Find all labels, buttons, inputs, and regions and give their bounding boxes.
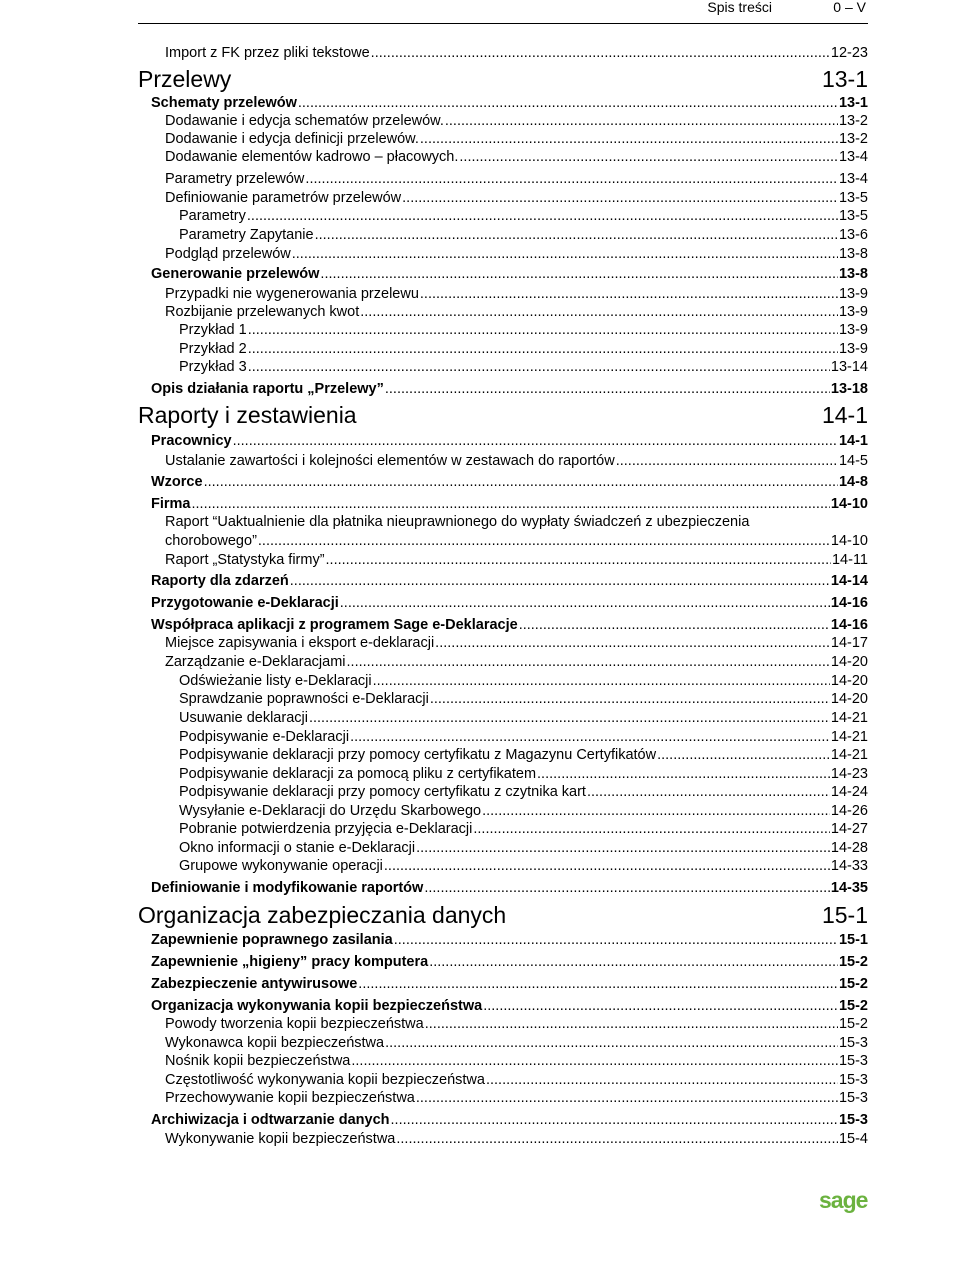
toc-entry-title: Zarządzanie e-Deklaracjami xyxy=(165,654,346,670)
header-title: Spis treści xyxy=(707,0,772,15)
toc-entry[interactable] xyxy=(179,766,868,782)
toc-entry-title: Przechowywanie kopii bezpieczeństwa xyxy=(165,1090,415,1106)
toc-entry-page: 15-2 xyxy=(838,998,868,1014)
toc-entry[interactable] xyxy=(165,1035,868,1051)
toc-entry-page: 14-24 xyxy=(830,784,868,800)
toc-entry[interactable] xyxy=(179,227,868,243)
toc-leader-dots xyxy=(396,1131,838,1147)
toc-entry-page: 13-5 xyxy=(838,208,868,224)
toc-entry-page: 15-3 xyxy=(838,1035,868,1051)
toc-leader-dots xyxy=(358,976,838,992)
toc-entry-title: Współpraca aplikacji z programem Sage e-Deklaracje xyxy=(151,617,518,633)
toc-entry-page: 13-8 xyxy=(838,266,868,282)
toc-entry-page: 14-28 xyxy=(830,840,868,856)
toc-entry-page: 14-1 xyxy=(821,401,868,428)
toc-leader-dots xyxy=(373,673,830,689)
toc-entry-title: Pobranie potwierdzenia przyjęcia e-Deklaracji xyxy=(179,821,473,837)
toc-leader-dots xyxy=(416,1090,838,1106)
toc-entry[interactable] xyxy=(151,954,868,970)
toc-entry-title: Raporty i zestawienia xyxy=(138,401,357,428)
toc-leader-dots xyxy=(459,149,838,165)
toc-leader-dots xyxy=(204,474,838,490)
toc-entry[interactable] xyxy=(179,840,868,856)
toc-entry[interactable] xyxy=(151,573,868,589)
toc-leader-dots xyxy=(371,45,830,61)
svg-text:sage: sage xyxy=(819,1188,868,1213)
toc-entry-title: Usuwanie deklaracji xyxy=(179,710,308,726)
toc-entry[interactable] xyxy=(179,359,868,375)
toc-entry[interactable] xyxy=(165,453,868,469)
toc-leader-dots xyxy=(305,171,838,187)
toc-entry[interactable] xyxy=(151,976,868,992)
toc-entry-page: 13-2 xyxy=(838,131,868,147)
toc-entry-page: 14-35 xyxy=(830,880,868,896)
toc-entry-title: Definiowanie i modyfikowanie raportów xyxy=(151,880,424,896)
toc-entry-page: 13-2 xyxy=(838,113,868,129)
toc-entry-title: Odświeżanie listy e-Deklaracji xyxy=(179,673,372,689)
toc-entry-title: chorobowego” xyxy=(165,533,257,549)
toc-entry-page: 14-14 xyxy=(830,573,868,589)
toc-leader-dots xyxy=(385,381,830,397)
toc-entry[interactable] xyxy=(165,304,868,320)
toc-leader-dots xyxy=(360,304,838,320)
toc-leader-dots xyxy=(616,453,838,469)
toc-entry-title: Powody tworzenia kopii bezpieczeństwa xyxy=(165,1016,424,1032)
toc-entry[interactable] xyxy=(151,474,868,490)
toc-entry-title: Generowanie przelewów xyxy=(151,266,320,282)
toc-entry-title: Zapewnienie poprawnego zasilania xyxy=(151,932,393,948)
toc-leader-dots xyxy=(347,654,830,670)
toc-entry-page: 14-5 xyxy=(838,453,868,469)
sage-logo xyxy=(818,1188,870,1216)
toc-entry-page: 13-9 xyxy=(838,286,868,302)
toc-entry-page: 14-33 xyxy=(830,858,868,874)
toc-entry-title: Schematy przelewów xyxy=(151,95,297,111)
toc-leader-dots xyxy=(537,766,830,782)
toc-entry[interactable] xyxy=(165,149,868,165)
toc-entry-page: 15-3 xyxy=(838,1072,868,1088)
toc-entry[interactable] xyxy=(151,1112,868,1128)
toc-entry[interactable] xyxy=(165,246,868,262)
toc-entry-page: 13-4 xyxy=(838,149,868,165)
toc-entry-title: Wzorce xyxy=(151,474,203,490)
toc-entry-page: 15-1 xyxy=(838,932,868,948)
toc-leader-dots xyxy=(435,635,830,651)
toc-leader-dots xyxy=(445,113,838,129)
toc-entry-title: Firma xyxy=(151,496,191,512)
toc-entry-title: Zapewnienie „higieny” pracy komputera xyxy=(151,954,429,970)
toc-entry[interactable] xyxy=(151,433,868,449)
toc-entry-page: 14-20 xyxy=(830,673,868,689)
toc-entry-title: Wysyłanie e-Deklaracji do Urzędu Skarbowego xyxy=(179,803,482,819)
toc-entry-title: Dodawanie elementów kadrowo – płacowych. xyxy=(165,149,459,165)
toc-entry[interactable] xyxy=(179,729,868,745)
toc-leader-dots xyxy=(483,998,838,1014)
toc-entry-title: Import z FK przez pliki tekstowe xyxy=(165,45,370,61)
toc-entry-title: Parametry xyxy=(179,208,246,224)
toc-entry-title: Przykład 2 xyxy=(179,341,247,357)
toc-entry[interactable] xyxy=(165,1053,868,1069)
toc-entry[interactable] xyxy=(165,1131,868,1147)
toc-entry[interactable] xyxy=(151,496,868,512)
toc-entry[interactable] xyxy=(179,784,868,800)
toc-leader-dots xyxy=(486,1072,838,1088)
toc-leader-dots xyxy=(351,1053,838,1069)
toc-entry-page: 14-17 xyxy=(830,635,868,651)
toc-entry-page: 14-23 xyxy=(830,766,868,782)
toc-entry-title: Podpisywanie deklaracji przy pomocy certyfikatu z Magazynu Certyfikatów xyxy=(179,747,657,763)
toc-entry-page: 14-16 xyxy=(830,595,868,611)
toc-entry[interactable] xyxy=(179,747,868,763)
toc-entry[interactable] xyxy=(179,208,868,224)
toc-entry-title: Przypadki nie wygenerowania przelewu xyxy=(165,286,419,302)
toc-entry[interactable] xyxy=(165,654,868,670)
toc-entry-page: 13-9 xyxy=(838,322,868,338)
toc-leader-dots xyxy=(473,821,830,837)
toc-leader-dots xyxy=(309,710,830,726)
toc-leader-dots xyxy=(258,533,830,549)
toc-entry[interactable] xyxy=(151,595,868,611)
toc-entry[interactable] xyxy=(165,514,868,530)
toc-leader-dots xyxy=(315,227,838,243)
toc-leader-dots xyxy=(326,552,831,568)
toc-entry-page: 13-9 xyxy=(838,341,868,357)
toc-leader-dots xyxy=(420,131,838,147)
toc-entry-title: Grupowe wykonywanie operacji xyxy=(179,858,383,874)
toc-entry-title: Okno informacji o stanie e-Deklaracji xyxy=(179,840,416,856)
toc-entry-page: 15-1 xyxy=(821,901,868,928)
toc-entry[interactable] xyxy=(165,131,868,147)
toc-entry-title: Dodawanie i edycja definicji przelewów. xyxy=(165,131,419,147)
toc-entry[interactable] xyxy=(165,286,868,302)
toc-leader-dots xyxy=(482,803,830,819)
toc-leader-dots xyxy=(192,496,830,512)
toc-entry-page: 14-26 xyxy=(830,803,868,819)
toc-entry-title: Pracownicy xyxy=(151,433,232,449)
toc-entry[interactable] xyxy=(165,113,868,129)
toc-entry[interactable] xyxy=(179,673,868,689)
toc-entry-title: Sprawdzanie poprawności e-Deklaracji xyxy=(179,691,429,707)
toc-leader-dots xyxy=(429,954,838,970)
toc-entry[interactable] xyxy=(165,45,868,61)
toc-entry[interactable] xyxy=(151,880,868,896)
toc-entry-page: 13-8 xyxy=(838,246,868,262)
toc-entry-page: 13-4 xyxy=(838,171,868,187)
toc-entry-page: 14-27 xyxy=(830,821,868,837)
toc-leader-dots xyxy=(292,246,838,262)
toc-leader-dots xyxy=(233,433,838,449)
toc-entry-title: Miejsce zapisywania i eksport e-deklaracji xyxy=(165,635,435,651)
toc-leader-dots xyxy=(350,729,830,745)
toc-leader-dots xyxy=(384,858,830,874)
header-page-number: 0 – V xyxy=(833,0,866,15)
toc-leader-dots xyxy=(394,932,838,948)
toc-entry[interactable] xyxy=(165,533,868,549)
toc-entry-title: Przygotowanie e-Deklaracji xyxy=(151,595,339,611)
toc-entry[interactable] xyxy=(179,691,868,707)
toc-entry-title: Podpisywanie deklaracji za pomocą pliku z certyfikatem xyxy=(179,766,537,782)
toc-entry-title: Archiwizacja i odtwarzanie danych xyxy=(151,1112,390,1128)
toc-leader-dots xyxy=(402,190,838,206)
toc-entry-title: Ustalanie zawartości i kolejności elementów w zestawach do raportów xyxy=(165,453,615,469)
toc-entry[interactable] xyxy=(179,821,868,837)
toc-leader-dots xyxy=(290,573,830,589)
toc-leader-dots xyxy=(320,266,838,282)
toc-entry[interactable] xyxy=(179,710,868,726)
toc-entry-page: 13-18 xyxy=(830,381,868,397)
toc-entry-page: 13-1 xyxy=(821,65,868,92)
toc-entry[interactable] xyxy=(151,932,868,948)
toc-entry-page: 14-20 xyxy=(830,691,868,707)
toc-entry-page: 14-1 xyxy=(838,433,868,449)
toc-entry-title: Podpisywanie e-Deklaracji xyxy=(179,729,350,745)
toc-leader-dots xyxy=(340,595,830,611)
toc-entry-title: Parametry przelewów xyxy=(165,171,305,187)
toc-entry-title: Wykonywanie kopii bezpieczeństwa xyxy=(165,1131,396,1147)
toc-entry-title: Rozbijanie przelewanych kwot xyxy=(165,304,360,320)
toc-entry-title: Organizacja zabezpieczania danych xyxy=(138,901,507,928)
toc-entry-title: Definiowanie parametrów przelewów xyxy=(165,190,402,206)
toc-chapter[interactable] xyxy=(138,66,868,93)
toc-entry-title: Podgląd przelewów xyxy=(165,246,291,262)
toc-entry-title: Raport „Statystyka firmy” xyxy=(165,552,325,568)
toc-entry-title: Przykład 3 xyxy=(179,359,247,375)
toc-entry[interactable] xyxy=(179,803,868,819)
toc-entry-title: Raporty dla zdarzeń xyxy=(151,573,289,589)
toc-entry-page: 14-21 xyxy=(830,747,868,763)
toc-entry-page: 14-8 xyxy=(838,474,868,490)
toc-entry[interactable] xyxy=(151,998,868,1014)
toc-entry[interactable] xyxy=(165,190,868,206)
toc-entry-page: 15-3 xyxy=(838,1090,868,1106)
toc-leader-dots xyxy=(248,341,838,357)
toc-entry-page: 14-20 xyxy=(830,654,868,670)
toc-leader-dots xyxy=(420,286,838,302)
toc-entry-page: 13-9 xyxy=(838,304,868,320)
toc-leader-dots xyxy=(416,840,830,856)
toc-entry[interactable] xyxy=(151,266,868,282)
toc-entry-page: 14-16 xyxy=(830,617,868,633)
toc-leader-dots xyxy=(298,95,838,111)
toc-entry-page: 14-10 xyxy=(830,533,868,549)
toc-entry-title: Wykonawca kopii bezpieczeństwa xyxy=(165,1035,385,1051)
toc-entry-title: Parametry Zapytanie xyxy=(179,227,314,243)
toc-entry[interactable] xyxy=(179,858,868,874)
toc-leader-dots xyxy=(657,747,830,763)
toc-entry[interactable] xyxy=(179,341,868,357)
toc-entry[interactable] xyxy=(151,381,868,397)
toc-chapter[interactable] xyxy=(138,402,868,429)
toc-entry-page: 13-6 xyxy=(838,227,868,243)
toc-entry-page: 15-2 xyxy=(838,954,868,970)
toc-entry-page: 15-3 xyxy=(838,1053,868,1069)
toc-entry[interactable] xyxy=(151,95,868,111)
toc-entry-title: Przelewy xyxy=(138,65,232,92)
toc-leader-dots xyxy=(248,322,838,338)
toc-leader-dots xyxy=(247,208,838,224)
toc-entry-title: Raport “Uaktualnienie dla płatnika nieuprawnionego do wypłaty świadczeń z ubezpieczenia xyxy=(165,514,750,530)
toc-entry[interactable] xyxy=(165,552,868,568)
toc-entry-page: 15-4 xyxy=(838,1131,868,1147)
toc-entry[interactable] xyxy=(165,1090,868,1106)
toc-entry-page: 13-14 xyxy=(830,359,868,375)
toc-entry-title: Zabezpieczenie antywirusowe xyxy=(151,976,358,992)
toc-entry-page: 14-21 xyxy=(830,729,868,745)
toc-entry-title: Dodawanie i edycja schematów przelewów. xyxy=(165,113,444,129)
toc-entry-page: 15-3 xyxy=(838,1112,868,1128)
toc-leader-dots xyxy=(385,1035,838,1051)
toc-leader-dots xyxy=(425,1016,838,1032)
toc-entry-title: Organizacja wykonywania kopii bezpieczeństwa xyxy=(151,998,483,1014)
toc-entry-page: 14-10 xyxy=(830,496,868,512)
toc-leader-dots xyxy=(519,617,830,633)
toc-entry-page: 14-21 xyxy=(830,710,868,726)
toc-entry-page: 12-23 xyxy=(830,45,868,61)
toc-entry-page: 14-11 xyxy=(831,552,868,568)
toc-entry-title: Opis działania raportu „Przelewy” xyxy=(151,381,384,397)
toc-entry[interactable] xyxy=(151,617,868,633)
toc-entry[interactable] xyxy=(179,322,868,338)
toc-leader-dots xyxy=(248,359,830,375)
toc-entry[interactable] xyxy=(165,1072,868,1088)
toc-entry-page: 13-5 xyxy=(838,190,868,206)
toc-entry[interactable] xyxy=(165,1016,868,1032)
toc-entry-title: Podpisywanie deklaracji przy pomocy certyfikatu z czytnika kart xyxy=(179,784,586,800)
toc-leader-dots xyxy=(424,880,830,896)
toc-leader-dots xyxy=(587,784,830,800)
toc-chapter[interactable] xyxy=(138,902,868,929)
toc-entry-page: 15-2 xyxy=(838,1016,868,1032)
toc-entry[interactable] xyxy=(165,635,868,651)
toc-entry-title: Częstotliwość wykonywania kopii bezpieczeństwa xyxy=(165,1072,485,1088)
toc-entry[interactable] xyxy=(165,171,868,187)
toc-entry-page: 13-1 xyxy=(838,95,868,111)
toc-entry-title: Nośnik kopii bezpieczeństwa xyxy=(165,1053,351,1069)
toc-leader-dots xyxy=(430,691,830,707)
toc-entry-page: 15-2 xyxy=(838,976,868,992)
toc-entry-title: Przykład 1 xyxy=(179,322,247,338)
toc-leader-dots xyxy=(391,1112,838,1128)
